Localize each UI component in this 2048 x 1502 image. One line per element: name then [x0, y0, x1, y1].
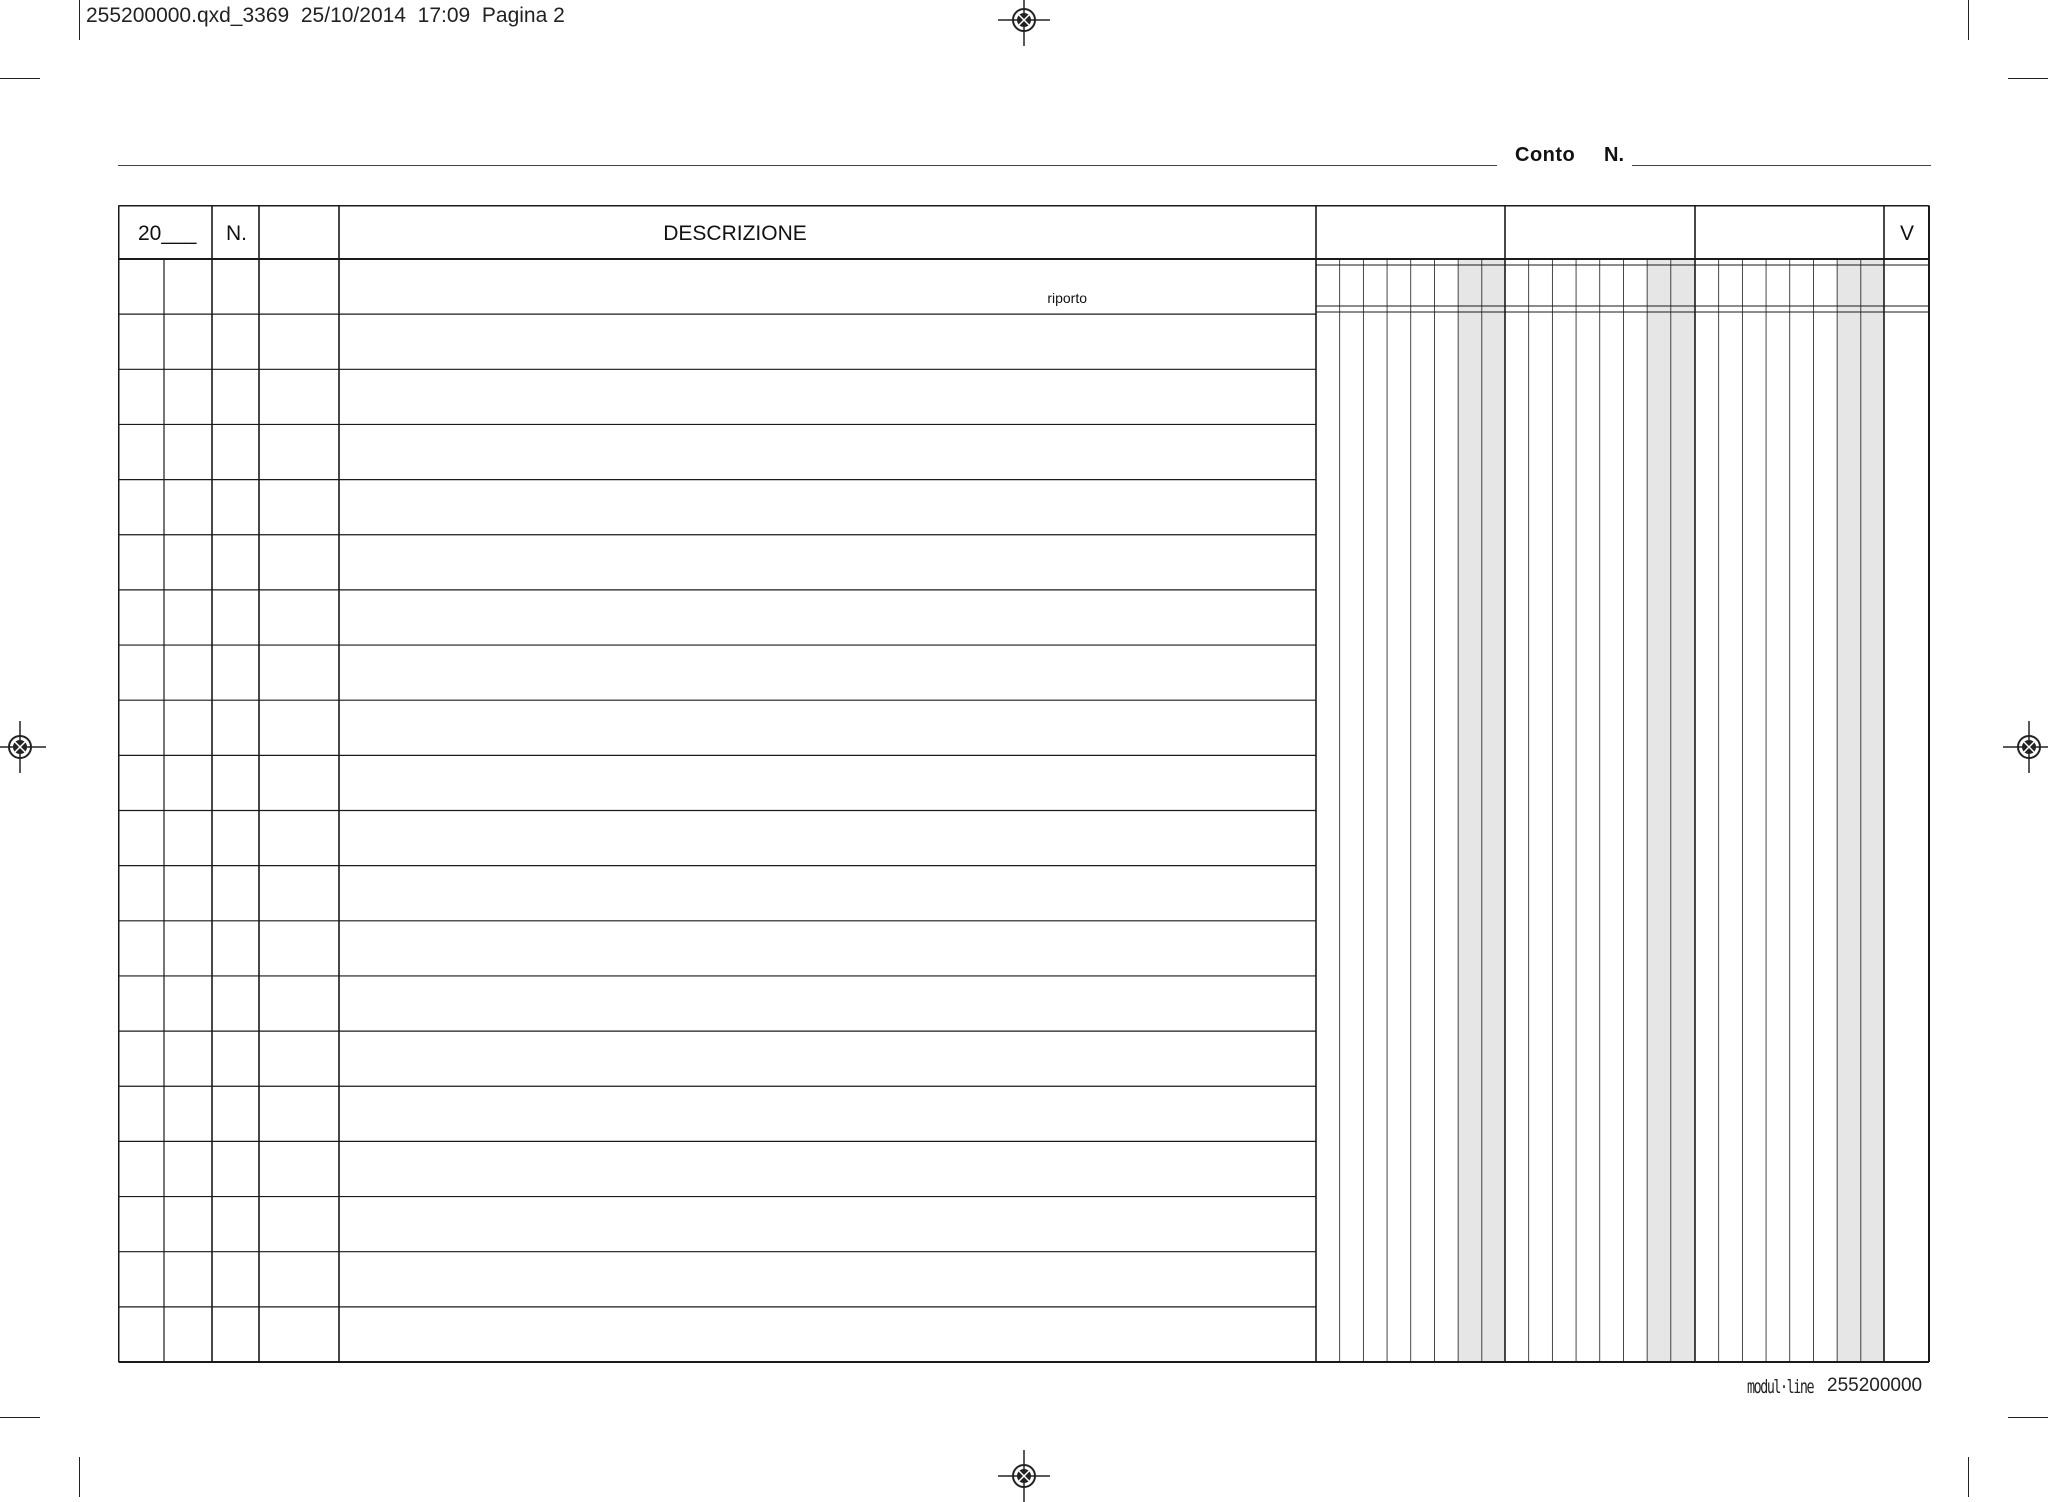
description-header: DESCRIZIONE: [663, 222, 807, 245]
print-slug: [86, 4, 565, 28]
registration-mark-right-icon: [2003, 721, 2048, 773]
amount-3-shaded-cell: [1861, 259, 1885, 1362]
registration-mark-left-icon: [0, 721, 46, 773]
account-name-rule: [118, 165, 1497, 166]
slug-date: 25/10/2014: [300, 4, 406, 27]
amount-1-shaded-cell: [1482, 259, 1506, 1362]
registration-mark-bottom-icon: [998, 1450, 1050, 1502]
ledger-grid: [118, 205, 1930, 1363]
account-number-rule: [1632, 165, 1931, 166]
crop-mark-top-right-h: [2008, 78, 2048, 79]
amount-2-shaded-cell: [1671, 259, 1695, 1362]
registration-mark-top-icon: [998, 0, 1050, 46]
crop-mark-top-left-v: [79, 0, 80, 40]
crop-mark-bottom-right-v: [1968, 1457, 1969, 1497]
crop-mark-bottom-right-h: [2008, 1417, 2048, 1418]
slug-time: 17:09: [417, 4, 471, 27]
product-code: 255200000: [1827, 1375, 1923, 1396]
crop-mark-bottom-left-v: [79, 1457, 80, 1497]
ledger-table: [118, 205, 1930, 1363]
account-number-label: N.: [1604, 144, 1624, 166]
crop-mark-top-right-v: [1968, 0, 1969, 40]
conto-label: Conto: [1515, 144, 1576, 166]
crop-mark-top-left-h: [0, 78, 40, 79]
slug-file-name: 255200000.qxd_3369: [86, 4, 290, 27]
crop-mark-bottom-left-h: [0, 1417, 40, 1418]
year-header: 20___: [138, 222, 197, 245]
amount-1-shaded-cell: [1458, 259, 1482, 1362]
brand-logo: modul·line: [1747, 1376, 1814, 1398]
slug-page: Pagina 2: [481, 4, 565, 27]
check-header: V: [1899, 222, 1914, 245]
amount-3-shaded-cell: [1837, 259, 1861, 1362]
number-header: N.: [226, 222, 247, 245]
amount-2-shaded-cell: [1647, 259, 1671, 1362]
carry-forward-label: riporto: [1047, 290, 1087, 306]
